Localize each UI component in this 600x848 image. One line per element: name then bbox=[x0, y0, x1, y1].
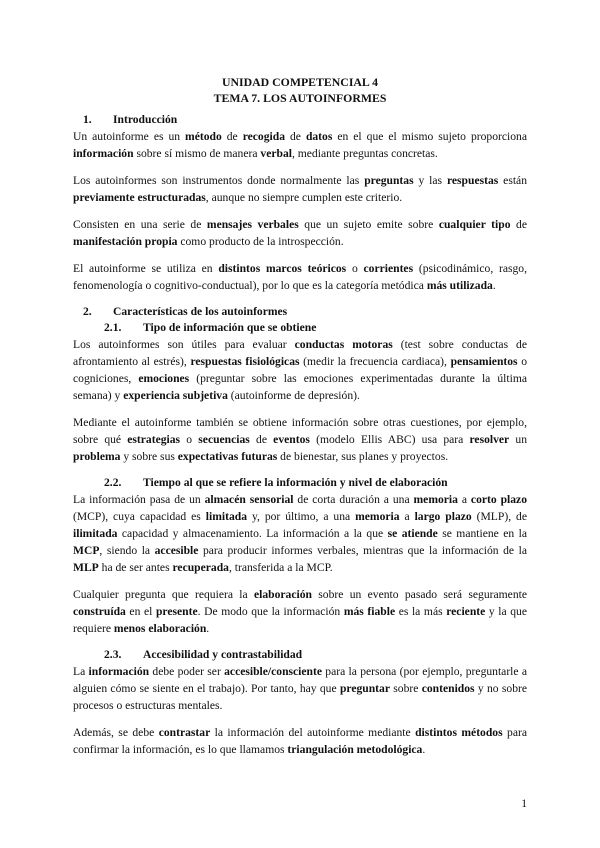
bold-term: secuencias bbox=[198, 433, 250, 446]
bold-term: estrategias bbox=[127, 433, 181, 446]
bold-term: MCP bbox=[73, 544, 100, 557]
subsection-number: 2.3. bbox=[104, 648, 122, 661]
subsection-2-3-heading bbox=[73, 647, 527, 663]
bold-term: eventos bbox=[273, 433, 310, 446]
section-2-heading bbox=[73, 304, 527, 320]
subsection-number: 2.2. bbox=[104, 476, 122, 489]
bold-term: información bbox=[73, 147, 134, 160]
paragraph: La información pasa de un almacén sensorial de corta duración a una memoria a corto plazo (MCP), cuya capacidad es limitada y, por último, a una memoria a largo plazo (MLP), de ilimitada capacidad y almacenamiento. La información a la que se atiende se mantiene en la MCP, siendo la accesible para producir informes verbales, mientras que la información de la MLP ha de ser antes recuperada, transferida a la MCP. bbox=[73, 493, 527, 574]
bold-term: construída bbox=[73, 605, 126, 618]
bold-term: expectativas futuras bbox=[177, 450, 278, 463]
bold-term: memoria bbox=[355, 510, 400, 523]
bold-term: se atiende bbox=[387, 527, 438, 540]
subsection-title: Accesibilidad y contrastabilidad bbox=[143, 648, 303, 661]
unit-title: UNIDAD COMPETENCIAL 4 bbox=[222, 75, 378, 89]
subsection-title: Tipo de información que se obtiene bbox=[143, 321, 317, 334]
bold-term: ilimitada bbox=[73, 527, 118, 540]
bold-term: mensajes verbales bbox=[206, 218, 299, 231]
bold-term: largo plazo bbox=[414, 510, 472, 523]
bold-term: accesible bbox=[154, 544, 199, 557]
bold-term: limitada bbox=[205, 510, 247, 523]
bold-term: almacén sensorial bbox=[204, 493, 294, 506]
bold-term: manifestación propia bbox=[73, 235, 178, 248]
subsection-title: Tiempo al que se refiere la información y nivel de elaboración bbox=[143, 476, 448, 489]
subsection-2-2-heading bbox=[73, 475, 527, 491]
bold-term: problema bbox=[73, 450, 121, 463]
bold-term: contenidos bbox=[421, 682, 475, 695]
bold-term: corrientes bbox=[363, 262, 414, 275]
page-number: 1 bbox=[521, 797, 527, 810]
bold-term: respuestas bbox=[446, 174, 499, 187]
bold-term: corto plazo bbox=[470, 493, 527, 506]
paragraph: Los autoinformes son instrumentos donde normalmente las preguntas y las respuestas están previamente estructuradas, aunque no siempre cumplen este criterio. bbox=[73, 174, 527, 204]
section-number: 1. bbox=[83, 113, 92, 126]
document-page bbox=[73, 74, 527, 768]
topic-title: TEMA 7. LOS AUTOINFORMES bbox=[213, 91, 387, 105]
paragraph: Mediante el autoinforme también se obtiene información sobre otras cuestiones, por ejemplo, sobre qué estrategias o secuencias de eventos (modelo Ellis ABC) usa para resolver un problema y sobre sus expectativas futuras de bienestar, sus planes y proyectos. bbox=[73, 416, 527, 463]
bold-term: más utilizada bbox=[426, 279, 493, 292]
bold-term: preguntar bbox=[339, 682, 390, 695]
bold-term: pensamientos bbox=[450, 355, 518, 368]
bold-term: información bbox=[88, 665, 150, 678]
bold-term: distintos marcos teóricos bbox=[218, 262, 347, 275]
bold-term: triangulación metodológica bbox=[287, 743, 423, 756]
bold-term: cualquier tipo bbox=[438, 218, 511, 231]
bold-term: distintos métodos bbox=[415, 726, 503, 739]
bold-term: contrastar bbox=[158, 726, 211, 739]
bold-term: respuestas fisiológicas bbox=[190, 355, 300, 368]
bold-term: recuperada bbox=[172, 561, 229, 574]
bold-term: emociones bbox=[138, 372, 190, 385]
paragraph: Cualquier pregunta que requiera la elaboración sobre un evento pasado será seguramente construída en el presente. De modo que la información más fiable es la más reciente y la que requiere menos elaboración. bbox=[73, 588, 527, 635]
section-title: Características de los autoinformes bbox=[113, 305, 288, 318]
bold-term: preguntas bbox=[364, 174, 414, 187]
bold-term: conductas motoras bbox=[294, 338, 393, 351]
bold-term: accesible/consciente bbox=[224, 665, 322, 678]
bold-term: presente bbox=[155, 605, 198, 618]
paragraph: Los autoinformes son útiles para evaluar conductas motoras (test sobre conductas de afrontamiento al estrés), respuestas fisiológicas (medir la frecuencia cardiaca), pensamientos o cogniciones, emociones (preguntar sobre las emociones experimentadas durante la última semana) y experiencia subjetiva (autoinforme de depresión). bbox=[73, 338, 528, 402]
section-1-heading bbox=[73, 112, 527, 128]
bold-term: memoria bbox=[413, 493, 458, 506]
bold-term: experiencia subjetiva bbox=[123, 389, 228, 402]
subsection-2-1-heading bbox=[73, 320, 527, 336]
subsection-number: 2.1. bbox=[104, 321, 122, 334]
section-title: Introducción bbox=[113, 113, 178, 126]
bold-term: menos elaboración bbox=[113, 622, 207, 635]
paragraph: La información debe poder ser accesible/consciente para la persona (por ejemplo, preguntarle a alguien cómo se siente en el trabajo). Por tanto, hay que preguntar sobre contenidos y no sobre procesos o estructuras mentales. bbox=[73, 665, 528, 712]
bold-term: verbal bbox=[260, 147, 292, 160]
paragraph: Consisten en una serie de mensajes verbales que un sujeto emite sobre cualquier tipo de manifestación propia como producto de la introspección. bbox=[73, 218, 527, 248]
paragraph: Un autoinforme es un método de recogida de datos en el que el mismo sujeto proporciona información sobre sí mismo de manera verbal, mediante preguntas concretas. bbox=[73, 130, 527, 160]
bold-term: resolver bbox=[469, 433, 510, 446]
bold-term: método bbox=[185, 130, 222, 143]
bold-term: más fiable bbox=[343, 605, 396, 618]
bold-term: previamente estructuradas bbox=[73, 191, 206, 204]
bold-term: MLP bbox=[73, 561, 99, 574]
section-number: 2. bbox=[83, 305, 92, 318]
bold-term: reciente bbox=[446, 605, 486, 618]
paragraph: El autoinforme se utiliza en distintos marcos teóricos o corrientes (psicodinámico, rasgo, fenomenología o cognitivo-conductual), por lo que es la categoría metódica más utilizada. bbox=[73, 262, 527, 292]
bold-term: datos bbox=[305, 130, 333, 143]
bold-term: recogida bbox=[242, 130, 285, 143]
bold-term: elaboración bbox=[254, 588, 312, 601]
paragraph: Además, se debe contrastar la información del autoinforme mediante distintos métodos para confirmar la información, es lo que llamamos triangulación metodológica. bbox=[73, 726, 527, 756]
